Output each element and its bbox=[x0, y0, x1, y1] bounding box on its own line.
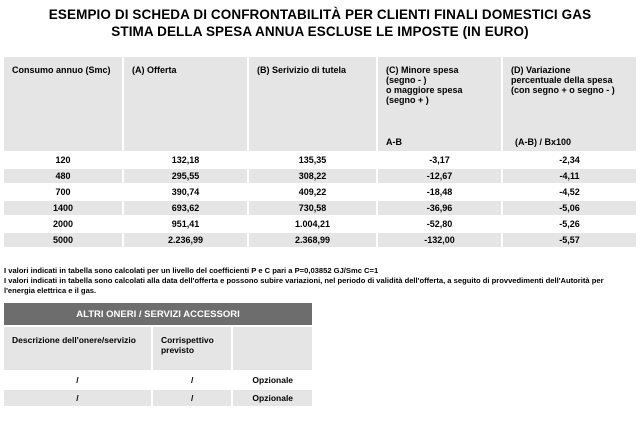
cell-tipo: Opzionale bbox=[252, 375, 294, 385]
footnote-variations: I valori indicati in tabella sono calcolati alla data dell'offerta e possono subire variazioni, nel periodo di validità dell'offerta, a seguito di provvedimenti dell'Autorità per l'energia elettrica e il gas. bbox=[4, 276, 604, 295]
header-minore-spesa-formula: A-B bbox=[386, 137, 402, 147]
cell-consumo: 2000 bbox=[52, 219, 74, 229]
cell-offerta: 2.236,99 bbox=[124, 233, 247, 247]
title-line-2: STIMA DELLA SPESA ANNUA ESCLUSE LE IMPOSTE (IN EURO) bbox=[111, 24, 529, 39]
cell-consumo: 1400 bbox=[4, 201, 122, 215]
cell-corrispettivo: / bbox=[153, 390, 232, 406]
header-variazione: (D) Variazione percentuale della spesa (con segno + o segno - ) (A-B) / Bx100 bbox=[503, 57, 636, 151]
footnotes bbox=[4, 266, 634, 296]
cell-tutela: 135,35 bbox=[298, 155, 327, 165]
title-line-1: ESEMPIO DI SCHEDA DI CONFRONTABILITÀ PER CLIENTI FINALI DOMESTICI GAS bbox=[48, 7, 592, 22]
cell-tutela: 1.004,21 bbox=[294, 219, 331, 229]
cell-tutela: 409,22 bbox=[298, 187, 327, 197]
cell-consumo: 5000 bbox=[4, 233, 122, 247]
table-row bbox=[4, 201, 636, 215]
header-consumo: Consumo annuo (Smc) bbox=[4, 57, 122, 151]
cell-variazione: -5,26 bbox=[559, 219, 580, 229]
comparison-table bbox=[2, 55, 638, 249]
header-tutela: (B) Serivizio di tutela bbox=[249, 57, 376, 151]
footnote-coefficients: I valori indicati in tabella sono calcolati per un livello del coefficienti P e C pari a P=0,03852 GJ/Smc C=1 bbox=[4, 266, 379, 275]
cell-minore-spesa: -132,00 bbox=[378, 233, 501, 247]
cell-tipo: Opzionale bbox=[233, 390, 312, 406]
cell-tutela: 2.368,99 bbox=[249, 233, 376, 247]
header-corrispettivo: Corrispettivo previsto bbox=[153, 327, 232, 370]
cell-offerta: 132,18 bbox=[171, 155, 200, 165]
cell-descrizione: / bbox=[76, 375, 79, 385]
table-row bbox=[4, 169, 636, 183]
cell-consumo: 480 bbox=[4, 169, 122, 183]
cell-variazione: -4,52 bbox=[559, 187, 580, 197]
header-variazione-formula: (A-B) / Bx100 bbox=[515, 137, 572, 147]
cell-variazione: -2,34 bbox=[559, 155, 580, 165]
cell-offerta: 390,74 bbox=[171, 187, 200, 197]
header-offerta: (A) Offerta bbox=[124, 57, 247, 151]
cell-minore-spesa: -3,17 bbox=[429, 155, 450, 165]
table-row bbox=[4, 372, 312, 388]
accessori-header-row bbox=[4, 327, 312, 370]
cell-offerta: 693,62 bbox=[124, 201, 247, 215]
table-row bbox=[4, 217, 636, 231]
cell-variazione: -5,06 bbox=[503, 201, 636, 215]
comparison-header-row bbox=[4, 57, 636, 151]
cell-tutela: 730,58 bbox=[249, 201, 376, 215]
cell-minore-spesa: -12,67 bbox=[378, 169, 501, 183]
accessori-table bbox=[2, 301, 314, 408]
header-descrizione: Descrizione dell'onere/servizio bbox=[4, 327, 151, 370]
header-tipo bbox=[233, 327, 312, 370]
cell-corrispettivo: / bbox=[191, 375, 194, 385]
cell-variazione: -5,57 bbox=[503, 233, 636, 247]
cell-descrizione: / bbox=[4, 390, 151, 406]
cell-offerta: 295,55 bbox=[124, 169, 247, 183]
cell-offerta: 951,41 bbox=[171, 219, 200, 229]
table-row bbox=[4, 390, 312, 406]
cell-minore-spesa: -18,48 bbox=[426, 187, 453, 197]
table-row bbox=[4, 153, 636, 167]
header-minore-spesa: (C) Minore spesa (segno - ) o maggiore spesa (segno + ) A-B bbox=[378, 57, 501, 151]
cell-variazione: -4,11 bbox=[503, 169, 636, 183]
accessori-banner: ALTRI ONERI / SERVIZI ACCESSORI bbox=[4, 303, 312, 325]
cell-tutela: 308,22 bbox=[249, 169, 376, 183]
cell-consumo: 700 bbox=[55, 187, 71, 197]
cell-consumo: 120 bbox=[55, 155, 71, 165]
cell-minore-spesa: -52,80 bbox=[426, 219, 453, 229]
table-row bbox=[4, 233, 636, 247]
table-row bbox=[4, 185, 636, 199]
cell-minore-spesa: -36,96 bbox=[378, 201, 501, 215]
